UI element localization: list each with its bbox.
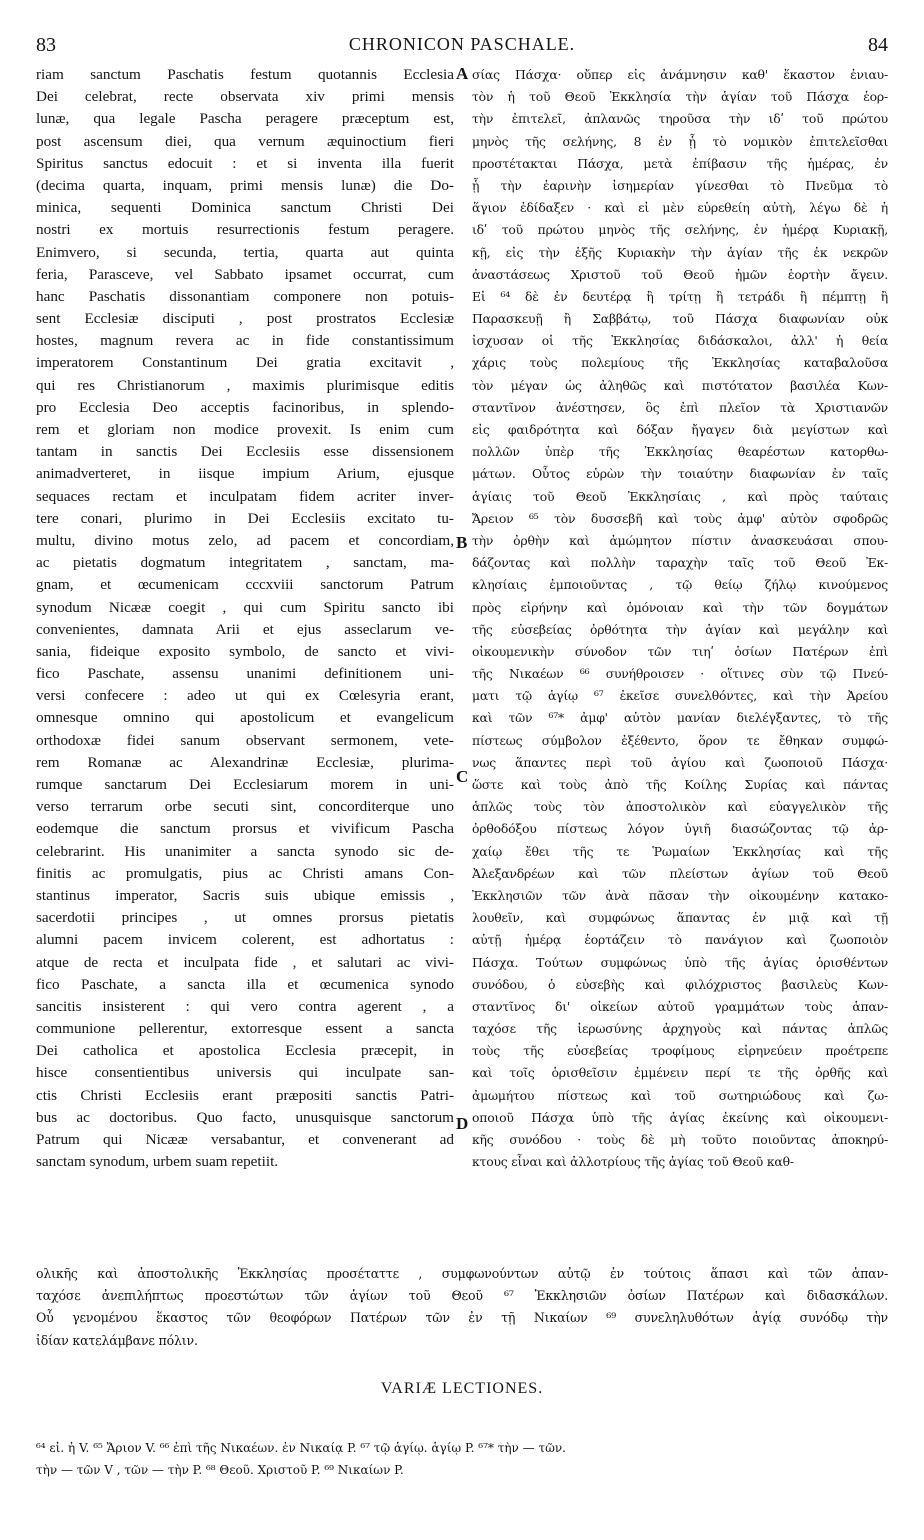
latin-text-line: minica, sequenti Dominica sanctum Christi Dei [36,199,454,217]
greek-text-line: κῇ, εἰς τὴν ἑξῆς Κυριακὴν τὴν ἁγίαν τῆς ἐκ νεκρῶν [472,244,888,260]
greek-text-line: συνόδου, ὁ εὐσεβὴς καὶ φιλόχριστος βασιλεὺς Κων- [472,976,888,992]
latin-text-line: orthodoxæ fidei sanum observant sermonem, vete- [36,731,454,749]
latin-text-line: sanctam synodum, urbem suam repetiit. [36,1153,279,1171]
greek-full-line: ἰδίαν κατελάμβανε πόλιν. [36,1332,198,1348]
latin-text-line: ctis Christi Ecclesiis erant præpositi sanctis Patri- [36,1086,454,1104]
latin-text-line: alumni pacem invicem colerent, est adhortatus : [36,931,454,949]
latin-text-line: bus ac doctoribus. Quo facto, unusquisque sanctorum [36,1108,454,1126]
variant-reading-line: τὴν — τῶν V , τῶν — τὴν P. ⁶⁸ Θεοῦ. Χριστοῦ P. ⁶⁹ Νικαίων P. [36,1463,404,1478]
latin-text-line: Dei catholica et apostolica Ecclesia præcepit, in [36,1042,454,1060]
greek-text-line: πρὸς εἰρήνην καὶ ὁμόνοιαν καὶ τὴν τῶν δογμάτων [472,599,888,615]
greek-text-line: Ἄρειον ⁶⁵ τὸν δυσσεβῆ καὶ τοὺς ἀμφ' αὐτὸν σφοδρῶς [472,510,888,526]
greek-text-line: σταντῖνον ἀνέστησεν, ὃς ἐπὶ πλεῖον τὰ Χριστιανῶν [472,399,888,415]
latin-text-line: tantam in sanctis Dei Ecclesiis esse dissensionem [36,443,454,461]
latin-text-line: eodemque die sanctum prorsus et vivificum Pascha [36,820,454,838]
greek-text-line: αὐτῇ ἡμέρᾳ ἑορτάζειν τὸ πανάγιον καὶ ζωοποιὸν [472,932,888,948]
latin-text-line: Patrum qui Nicææ versabantur, et convenerant ad [36,1131,454,1148]
latin-text-line: sent Ecclesiæ disciputi , post prostratos Ecclesiæ [36,310,454,328]
running-title: CHRONICON PASCHALE. [348,34,576,54]
latin-text-line: Spiritus sanctus edocuit : et si inventa illa fuerit [36,154,454,172]
section-marker-c: C [456,767,469,786]
greek-text-line: τὴν ὀρθὴν καὶ ἀμώμητον πίστιν ἀνασκευάσαι σπου- [472,532,888,548]
greek-text-line: ὥστε καὶ τοὺς ἀπὸ τῆς Κοίλης Συρίας καὶ πάντας [472,777,888,792]
latin-text-line: celebrarint. His unanimiter a sancta synodo sic de- [36,842,454,860]
greek-text-line: χαίῳ ἔθει τῆς τε Ῥωμαίων Ἐκκλησίας καὶ τῆς [472,843,888,859]
greek-text-line: ὀρθοδόξου πίστεως λόγον ὑγιῆ διασώζοντας τῷ ἀρ- [472,821,888,837]
greek-text-line: πολλῶν ὑπὲρ τῆς Ἐκκλησίας θεαρέστων κατορθω- [472,444,888,460]
latin-text-line: stantinus imperator, Sacris suis ubique emissis , [36,886,454,904]
greek-full-line: ταχόσε ἀνεπιλήπτως προεστώτων τῶν ἁγίων τοῦ Θεοῦ ⁶⁷ Ἐκκλησιῶν ὁσίων Πατέρων καὶ διδασκάλων. [36,1288,888,1304]
greek-text-line: νως ἅπαντες περὶ τοῦ ἁγίου καὶ ζωοποιοῦ Πάσχα· [472,754,888,770]
page-number-right: 84 [868,34,888,56]
greek-text-line: δάζοντας καὶ πολλὴν ταραχὴν ταῖς τοῦ Θεοῦ Ἐκ- [472,555,888,571]
latin-text-line: communione pellerentur, extorresque essent a sancta [36,1020,454,1038]
greek-text-line: καὶ τῶν ⁶⁷* ἀμφ' αὐτὸν μανίαν διελέγξαντες, τὸ τῆς [472,710,888,726]
latin-text-line: sacerdotii principes , ut omnes prorsus pietatis [36,909,454,927]
greek-full-line: ολικῆς καὶ ἀποστολικῆς Ἐκκλησίας προσέταττε , συμφωνούντων αὐτῷ ἐν τούτοις ἅπασι καὶ τῶν ἁπαν- [36,1266,888,1281]
greek-text-line: Παρασκευῇ ἢ Σαββάτῳ, τοῦ Πάσχα διαφωνίαν οὐκ [472,311,888,327]
greek-text-line: ᾗ τὴν ἐαρινὴν ἰσημερίαν γίνεσθαι τὸ Πνεῦμα τὸ [472,177,888,193]
latin-text-line: omnesque omnino qui apostolicum et evangelicum [36,709,454,727]
latin-text-line: versi confecere : adeo ut qui ex Cœlesyria erant, [36,687,454,705]
greek-text-line: Ἀλεξανδρέων καὶ τῶν πλείστων ἁγίων τοῦ Θεοῦ [472,865,888,881]
latin-text-line: atque de recta et inculpata fide , et salutari ac vivi- [36,953,454,971]
page-header [36,34,888,62]
greek-text-line: πίστεως σύμβολον ἐξέθεντο, ὅρον τε ἔθηκαν συμφώ- [472,732,888,748]
latin-text-line: (decima quarta, inquam, primi mensis lunæ) die Do- [36,176,454,194]
greek-text-line: Ἐκκλησιῶν τῶν ἀνὰ πᾶσαν τὴν οἰκουμένην κατακο- [472,887,888,903]
latin-text-line: finitis ac promulgatis, pius ac Christi amans Con- [36,864,454,882]
latin-text-line: hanc Paschatis dissonantiam componere non potuis- [36,287,454,305]
latin-text-line: Dei celebrat, recte observata xiv primi mensis [36,88,454,106]
latin-text-line: sequaces rectam et inculpatam fidem acriter inver- [36,487,454,505]
greek-text-line: εἰς φαιδρότητα καὶ δόξαν ἤγαγεν διὰ μεγίστων καὶ [472,422,888,437]
latin-text-line: imperatorem Constantinum Dei gratia excitavit , [36,354,454,372]
latin-text-line: rem Romanæ ac Alexandrinæ Ecclesiæ, plurima- [36,753,454,771]
greek-text-line: ἀναστάσεως Χριστοῦ τοῦ Θεοῦ ἡμῶν ἑορτὴν ἄγειν. [472,266,888,282]
greek-text-line: καὶ τοῖς ὁρισθεῖσιν ἐμμένειν περί τε τῆς ὀρθῆς καὶ [472,1065,888,1081]
greek-text-line: τὸν μέγαν ὡς ἀληθῶς καὶ πιστότατον βασιλέα Κων- [472,377,888,393]
latin-text-line: fico Paschate, a sancta illa et œcumenica synodo [36,975,454,993]
latin-text-line: rem et gloriam non modice provexit. Is enim cum [36,421,454,438]
greek-text-line: ἁγίαις τοῦ Θεοῦ Ἐκκλησίαις , καὶ πρὸς ταύταις [472,488,888,504]
greek-text-line: τὴν ἐπιτελεῖ, ἀπλανῶς τηροῦσα τὴν ιδʹ τοῦ πρώτου [472,111,888,127]
latin-text-line: sancitis insisterent : qui vero contra agerent , a [36,997,454,1015]
latin-text-line: lunæ, qua legale Pascha peragere præceptum est, [36,110,454,128]
greek-text-line: σίας Πάσχα· οὔπερ εἰς ἀνάμνησιν καθ' ἕκαστον ἐνιαυ- [472,67,888,82]
latin-text-line: animadverteret, in iisque impium Arium, ejusque [36,465,454,483]
greek-text-line: τῆς Νικαέων ⁶⁶ συνήθροισεν · οἵτινες σὺν τῷ Πνεύ- [472,666,888,682]
latin-column [36,64,454,1173]
greek-text-line: μηνὸς τῆς σελήνης, 8 ἐν ᾗ τὸ νομικὸν ἐπιτελεῖσθαι [472,133,888,149]
greek-full-line: Οὗ γενομένου ἕκαστος τῶν θεοφόρων Πατέρων τῶν ἐν τῇ Νικαίων ⁶⁹ συνεληλυθότων ἁγίᾳ συνόδῳ τὴν [36,1310,888,1326]
latin-text-line: qui res Christianorum , maximis plurimisque editis [36,376,454,394]
latin-text-line: nostri ex mortuis resurrectionis festum peragere. [36,221,454,239]
latin-text-line: tere conari, plurimo in Dei Ecclesiis excitato tu- [36,509,454,527]
latin-text-line: verso terrarum orbe secuti sint, concorditerque uno [36,798,454,816]
greek-text-line: κλησίαις ἐμποιοῦντας , τῷ θείῳ ζήλῳ κινούμενος [472,577,888,593]
greek-continuation [36,1263,888,1352]
latin-text-line: synodum Nicææ coegit , qui cum Spiritu sancto ibi [36,598,454,616]
page-number-left: 83 [36,34,56,56]
greek-text-line: κῆς συνόδου · τοὺς δὲ μὴ τοῦτο ποιοῦντας ἀποκηρύ- [472,1132,888,1147]
greek-text-line: ἅγιον ἐδίδαξεν · καὶ εἰ μὲν εὑρεθείη αὐτὴ, λέγω δὲ ἡ [472,200,888,216]
section-marker-a: A [456,64,469,83]
greek-text-line: Πάσχα. Τούτων συμφώνως ὑπὸ τῆς ἁγίας ὁρισθέντων [472,954,888,970]
variant-reading-line: ⁶⁴ εἰ. ἡ V. ⁶⁵ Ἄριον V. ⁶⁶ ἐπὶ τῆς Νικαέων. ἐν Νικαίᾳ P. ⁶⁷ τῷ ἁγίῳ. ἁγίῳ P. ⁶⁷* τὴν — τῶν. [36,1441,566,1455]
greek-column [472,64,888,1173]
latin-text-line: rumque sanctarum Dei Ecclesiarum morem in uni- [36,776,454,793]
latin-text-line: Enimvero, si secunda, tertia, quarta aut quinta [36,243,454,261]
variae-lectiones [36,1436,888,1480]
greek-text-line: οἰκουμενικὴν σύνοδον τῶν τιηʹ ὁσίων Πατέρων ἐπὶ [472,643,888,659]
greek-text-line: λουθεῖν, καὶ συμφώνως ἅπαντας ἐν μιᾷ καὶ τῇ [472,910,888,926]
section-marker-b: B [456,533,468,552]
greek-text-line: τὸν ἡ τοῦ Θεοῦ Ἐκκλησία τὴν ἁγίαν τοῦ Πάσχα ἑορ- [472,89,888,105]
greek-text-line: μάτων. Οὗτος εὑρὼν τὴν τοιαύτην διαφωνίαν ἐν ταῖς [472,466,888,482]
variae-lectiones-title: VARIÆ LECTIONES. [380,1380,544,1397]
latin-text-line: convenientes, damnata Arii et ejus asseclarum ve- [36,620,454,638]
greek-text-line: ἀμωμήτου πίστεως καὶ τοῦ σωτηριώδους καὶ ζω- [472,1087,888,1103]
latin-text-line: feria, Parasceve, vel Sabbato ipsamet occurrat, cum [36,265,454,283]
latin-text-line: sania, fideique exposito symbolo, de sancto et vivi- [36,642,454,660]
latin-text-line: gnam, et œcumenicam cccxviii sanctorum Patrum [36,576,454,594]
greek-text-line: ματι τῷ ἁγίῳ ⁶⁷ ἐκεῖσε συνελθόντες, καὶ τὴν Ἀρείου [472,688,888,704]
latin-text-line: riam sanctum Paschatis festum quotannis Ecclesia [36,66,454,83]
greek-text-line: προστέτακται Πάσχα, μετὰ ἐπίβασιν τῆς ἡμέρας, ἐν [472,155,888,171]
latin-text-line: ac pietatis dogmatum integritatem , sanctam, ma- [36,554,454,572]
latin-text-line: hisce consentientibus universis qui inculpate san- [36,1064,454,1082]
greek-text-line: κτους εἶναι καὶ ἀλλοτρίους τῆς ἁγίας τοῦ Θεοῦ καθ- [472,1154,794,1170]
greek-text-line: σταντῖνος δι' οἰκείων αὐτοῦ γραμμάτων τοὺς ἁπαν- [472,998,888,1014]
greek-text-line: ἰσχυσαν οἱ τῆς Ἐκκλησίας διδάσκαλοι, ἀλλ' ἡ θεία [472,333,888,349]
greek-text-line: τοὺς τῆς εὐσεβείας τροφίμους εἰρηνεύειν προέτρεπε [472,1043,888,1059]
latin-text-line: hostes, magnum revera ac in fide constantissimum [36,332,454,350]
section-marker-d: D [456,1114,469,1133]
greek-text-line: τῆς εὐσεβείας ὀρθότητα τὴν ἁγίαν καὶ μεγάλην καὶ [472,621,888,637]
greek-text-line: χάρις τοὺς πολεμίους τῆς Ἐκκλησίας καταβαλοῦσα [472,355,888,371]
greek-text-line: Εἰ ⁶⁴ δὲ ἐν δευτέρᾳ ἢ τρίτῃ ἢ τετράδι ἢ πέμπτῃ ἢ [472,288,888,304]
latin-text-line: pro Ecclesia Deo acceptis facinoribus, in splendo- [36,398,454,416]
latin-text-line: fico Paschate, assensu unanimi definitionem uni- [36,665,454,683]
greek-text-line: ἁπλῶς τοὺς τὸν ἀποστολικὸν καὶ εὐαγγελικὸν τῆς [472,799,888,815]
greek-text-line: ταχόσε τῆς ἱερωσύνης ἀρχηγοὺς καὶ πάντας ἁπλῶς [472,1021,888,1037]
greek-text-line: ιδʹ τοῦ πρώτου μηνὸς τῆς σελήνης, ἐν ἡμέρᾳ Κυριακῇ, [472,222,888,238]
latin-text-line: multu, divino motus zelo, ad pacem et concordiam, [36,531,454,549]
latin-text-line: post ascensum diei, qua vernum æquinoctium fieri [36,132,454,150]
greek-text-line: οποιοῦ Πάσχα ὑπὸ τῆς ἁγίας ἐκείνης καὶ οἰκουμενι- [472,1109,888,1125]
